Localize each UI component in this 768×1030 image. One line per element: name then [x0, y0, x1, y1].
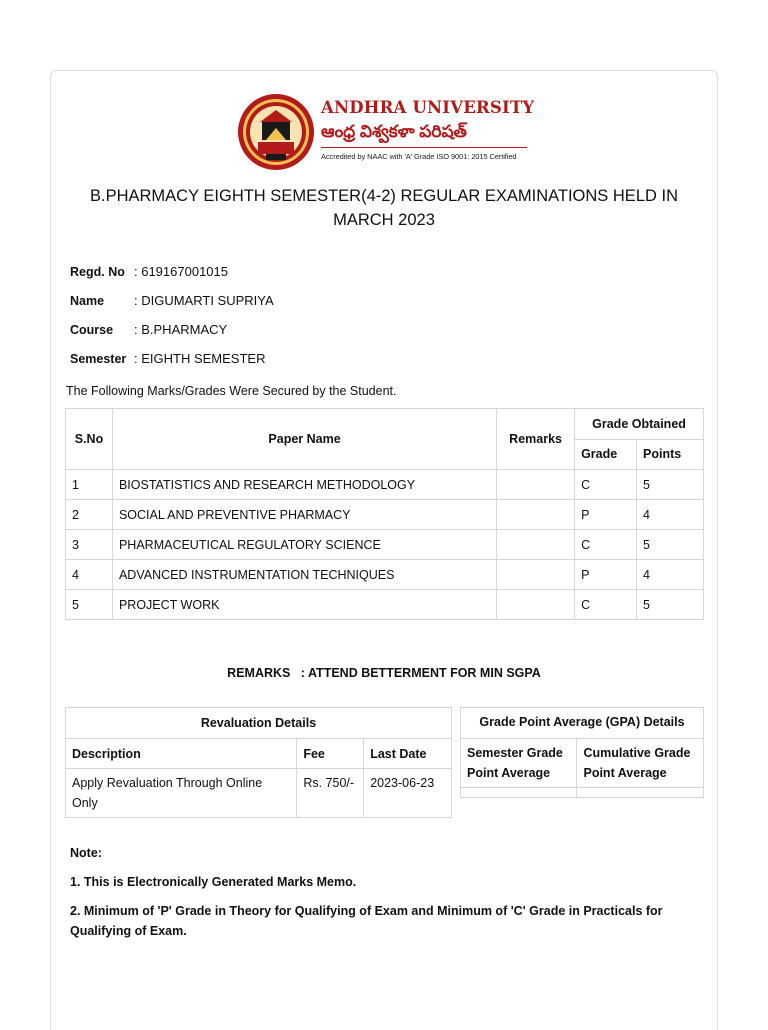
semester-label: Semester: [70, 352, 127, 366]
remarks-cell: [497, 560, 575, 590]
points-cell: 5: [637, 530, 704, 560]
paper-cell: PHARMACEUTICAL REGULATORY SCIENCE: [112, 530, 496, 560]
note-title: Note:: [70, 846, 102, 860]
paper-cell: BIOSTATISTICS AND RESEARCH METHODOLOGY: [112, 470, 496, 500]
grade-cell: C: [575, 530, 637, 560]
table-row: [66, 470, 704, 500]
revaluation-fee: Rs. 750/-: [297, 769, 364, 818]
grade-cell: C: [575, 470, 637, 500]
paper-cell: PROJECT WORK: [112, 590, 496, 620]
revaluation-caption: Revaluation Details: [66, 708, 452, 739]
sno-cell: 2: [66, 500, 113, 530]
regd-row: [70, 264, 228, 279]
table-row: [66, 500, 704, 530]
grade-cell: P: [575, 560, 637, 590]
sgpa-value: [461, 788, 577, 798]
table-row: [66, 530, 704, 560]
points-cell: 4: [637, 560, 704, 590]
remarks-cell: [497, 530, 575, 560]
paper-cell: SOCIAL AND PREVENTIVE PHARMACY: [112, 500, 496, 530]
table-row: [461, 788, 704, 798]
fee-header: Fee: [297, 739, 364, 769]
university-seal-icon: [236, 92, 316, 172]
course-label: Course: [70, 323, 114, 337]
table-row: [66, 769, 452, 818]
remarks-cell: [497, 590, 575, 620]
description-header: Description: [66, 739, 297, 769]
exam-title: B.PHARMACY EIGHTH SEMESTER(4-2) REGULAR EXAMINATIONS HELD IN MARCH 2023: [90, 187, 678, 229]
remarks-cell: [497, 470, 575, 500]
course-row: [70, 322, 227, 337]
grade-cell: C: [575, 590, 637, 620]
sno-header: S.No: [66, 409, 113, 470]
intro-text: The Following Marks/Grades Were Secured by the Student.: [66, 384, 397, 398]
revaluation-description: Apply Revaluation Through Online Only: [66, 769, 297, 818]
points-cell: 5: [637, 590, 704, 620]
sno-cell: 1: [66, 470, 113, 500]
university-logo: [236, 92, 536, 172]
grade-obtained-header: Grade Obtained: [575, 409, 704, 440]
table-row: [66, 560, 704, 590]
grade-header: Grade: [575, 439, 637, 470]
grade-cell: P: [575, 500, 637, 530]
points-header: Points: [637, 439, 704, 470]
university-name: ANDHRA UNIVERSITY: [321, 98, 535, 117]
name-value: : DIGUMARTI SUPRIYA: [134, 293, 274, 308]
paper-cell: ADVANCED INSTRUMENTATION TECHNIQUES: [112, 560, 496, 590]
cgpa-header: Cumulative Grade Point Average: [577, 739, 704, 788]
semester-value: : EIGHTH SEMESTER: [134, 351, 266, 366]
revaluation-table: [65, 707, 452, 818]
note-item-2: 2. Minimum of 'P' Grade in Theory for Qualifying of Exam and Minimum of 'C' Grade in Practicals for Qualifying of Exam.: [70, 904, 663, 938]
gpa-caption: Grade Point Average (GPA) Details: [461, 708, 704, 739]
points-cell: 5: [637, 470, 704, 500]
cgpa-value: [577, 788, 704, 798]
paper-name-header: Paper Name: [112, 409, 496, 470]
gpa-table: [460, 707, 704, 798]
revaluation-last-date: 2023-06-23: [364, 769, 452, 818]
university-name-telugu: ఆంధ్ర విశ్వకళా పరిషత్: [321, 122, 467, 141]
remarks-cell: [497, 500, 575, 530]
marks-table: [65, 408, 704, 620]
points-cell: 4: [637, 500, 704, 530]
accreditation-divider: [321, 147, 527, 148]
name-row: [70, 293, 274, 308]
regd-value: : 619167001015: [134, 264, 228, 279]
last-date-header: Last Date: [364, 739, 452, 769]
remarks-header: Remarks: [497, 409, 575, 470]
note-item-1: 1. This is Electronically Generated Marks Memo.: [70, 875, 357, 889]
remarks-summary: REMARKS : ATTEND BETTERMENT FOR MIN SGPA: [227, 666, 541, 680]
accreditation-text: Accredited by NAAC with 'A' Grade ISO 9001: 2015 Certified: [321, 152, 517, 161]
regd-label: Regd. No: [70, 265, 125, 279]
table-row: [66, 590, 704, 620]
sno-cell: 3: [66, 530, 113, 560]
sno-cell: 5: [66, 590, 113, 620]
name-label: Name: [70, 294, 105, 308]
sgpa-header: Semester Grade Point Average: [461, 739, 577, 788]
semester-row: [70, 351, 265, 366]
sno-cell: 4: [66, 560, 113, 590]
course-value: : B.PHARMACY: [134, 322, 228, 337]
